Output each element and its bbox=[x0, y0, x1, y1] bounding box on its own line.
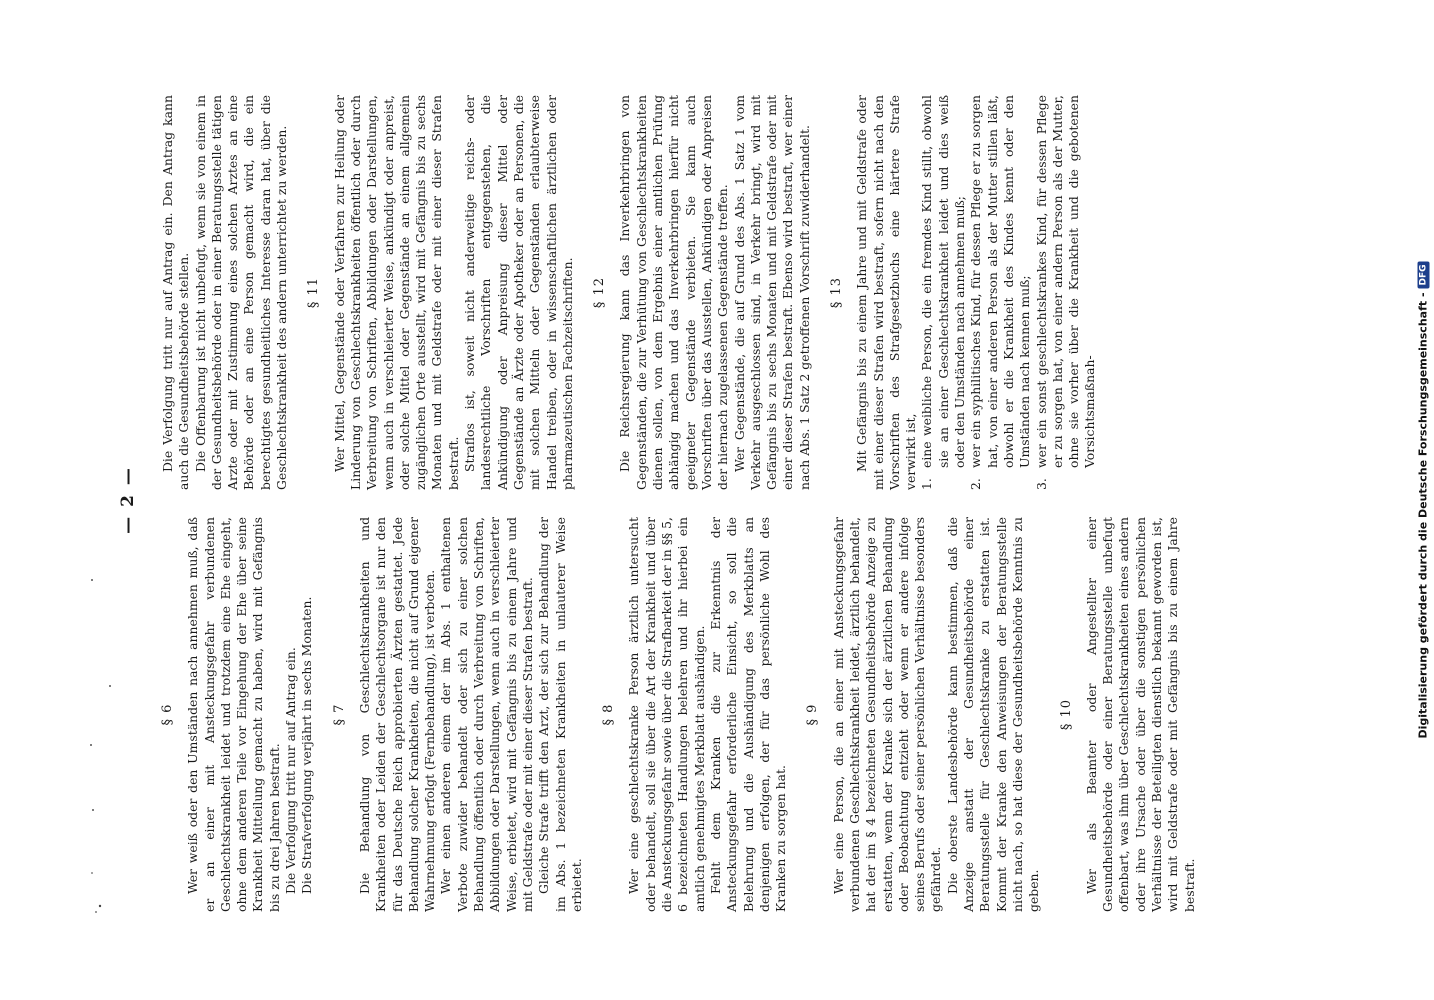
section-heading: § 8 bbox=[601, 703, 617, 726]
list-item bbox=[919, 95, 968, 490]
section-heading: § 6 bbox=[160, 703, 175, 726]
list-item-number: 3. bbox=[1033, 478, 1049, 490]
credit-line bbox=[1417, 261, 1430, 738]
digitization-credit bbox=[1412, 0, 1434, 1000]
paragraph: Wer weiß oder den Umständen nach annehmen muß, daß er an einer mit Ansteckungsgefahr verbundenen Geschlechtskrankheit leidet und trotzdem eine Ehe eingeht, ohne dem anderen Teile vor Eingehung der Ehe über seine Krankheit Mitteilung gemacht zu haben, wird mit Gefängnis bis zu drei Jahren bestraft. bbox=[185, 517, 282, 912]
rotated-page bbox=[90, 70, 1330, 930]
right-column bbox=[160, 95, 1099, 490]
credit-text: Digitalisierung gefördert durch die Deutsche Forschungsgemeinschaft - bbox=[1416, 292, 1430, 739]
paragraph: Die oberste Landesbehörde kann bestimmen, daß die Anzeige anstatt der Gesundheitsbehörde einer Beratungsstelle für Geschlechtskranke zu erstatten ist. Kommt der Kranke den Anweisungen der Beratungsstelle nicht nach, so hat diese der Gesundheitsbehörde Kenntnis zu geben. bbox=[944, 517, 1042, 912]
paragraph: Die Offenbarung ist nicht unbefugt, wenn sie von einem in der Gesundheitsbehörde oder in einer Beratungsstelle tätigen Arzte oder mit Zustimmung eines solchen Arztes an eine Behörde oder an eine Person gemacht wird, die ein berechtigtes gesundheitliches Interesse daran hat, über die Geschlechtskrankheit des andern unterrichtet zu werden. bbox=[192, 95, 290, 490]
dfg-logo: DFG bbox=[1417, 261, 1429, 288]
paragraph: Wer Gegenstände, die auf Grund des Abs. 1 Satz 1 vom Verkehr ausgeschlossen sind, in Verkehr bringt, wird mit Gefängnis bis zu sechs Monaten und mit Geldstrafe oder mit einer dieser Strafen bestraft. Ebenso wird bestraft, wer einer nach Abs. 1 Satz 2 getroffenen Vorschrift zuwiderhandelt. bbox=[731, 95, 812, 490]
section-heading: § 9 bbox=[805, 703, 821, 726]
paragraph: Die Verfolgung tritt nur auf Antrag ein. bbox=[283, 647, 299, 894]
paragraph: Wer eine Person, die an einer mit Ansteckungsgefahr verbundenen Geschlechtskrankheit leidet, ärztlich behandelt, hat der im § 4 bezeichneten Gesundheitsbehörde Anzeige zu erstatten, wenn der Kranke sich der ärztlichen Behandlung oder Beobachtung entzieht oder wenn er andere infolge seines Berufs oder seiner persönlichen Verhältnisse besonders gefährdet. bbox=[830, 517, 944, 912]
section-heading: § 7 bbox=[331, 703, 347, 726]
section-heading: § 11 bbox=[306, 276, 322, 309]
paragraph: Wer Mittel, Gegenstände oder Verfahren zur Heilung oder Linderung von Geschlechtskrankheiten öffentlich oder durch Verbreitung von Schriften, Abbildungen oder Darstellungen, wenn auch in verschleierter Weise, ankündigt oder anpreist, oder solche Mittel oder Gegenstände an einem allgemein zugänglichen Orte ausstellt, wird mit Gefängnis bis zu sechs Monaten und mit Geldstrafe oder mit einer dieser Strafen bestraft. bbox=[331, 95, 461, 490]
list-item-text: wer ein syphilitisches Kind, für dessen Pflege er zu sorgen hat, von einer anderen Person als der Mutter stillen läßt, obwohl er die Krankheit des Kindes kennt oder den Umständen nach kennen muß; bbox=[968, 95, 1033, 468]
paragraph: Die Behandlung von Geschlechtskrankheiten und Krankheiten oder Leiden der Geschlechtsorgane ist nur den für das Deutsche Reich approbierten Ärzten gestattet. Jede Behandlung solcher Krankheiten, die nicht auf Grund eigener Wahrnehmung erfolgt (Fernbehandlung), ist verboten. bbox=[356, 517, 438, 912]
paragraph: Die Strafverfolgung verjährt in sechs Monaten. bbox=[299, 596, 315, 894]
paragraph: Wer als Beamter oder Angestellter einer Gesundheitsbehörde oder einer Beratungsstelle unbefugt offenbart, was ihm über Geschlechtskrankheiten eines andern oder ihre Ursache oder über die sonstigen persönlichen Verhältnisse der Beteiligten dienstlich bekannt geworden ist, wird mit Geldstrafe oder mit Gefängnis bis zu einem Jahre bestraft. bbox=[1083, 517, 1197, 912]
list-item bbox=[1034, 95, 1099, 490]
section-heading: § 10 bbox=[1058, 698, 1074, 731]
paragraph: Straflos ist, soweit nicht anderweitige reichs- oder landesrechtliche Vorschriften entgegenstehen, die Ankündigung oder Anpreisung dieser Mittel oder Gegenstände an Ärzte oder Apotheker oder an Personen, die mit solchen Mitteln oder Gegenständen erlaubterweise Handel treiben, oder in wissenschaftlichen ärztlichen oder pharmazeutischen Fachzeitschriften. bbox=[462, 95, 575, 490]
left-column bbox=[160, 517, 1198, 912]
paragraph: Mit Gefängnis bis zu einem Jahre und mit Geldstrafe oder mit einer dieser Strafen wird bestraft, sofern nicht nach den Vorschriften des Strafgesetzbuchs eine härtere Strafe verwirkt ist, bbox=[854, 95, 919, 490]
list-item-text: wer ein sonst geschlechtskrankes Kind, für dessen Pflege er zu sorgen hat, von einer andern Person als der Mutter, ohne sie vorher über die Krankheit und die gebotenen Vorsichtsmaßnah- bbox=[1033, 95, 1098, 468]
paragraph: Gleiche Strafe trifft den Arzt, der sich zur Behandlung der im Abs. 1 bezeichneten Krankheiten in unlauterer Weise erbietet. bbox=[536, 517, 584, 912]
list-item-number: 2. bbox=[968, 478, 984, 490]
paragraph: Fehlt dem Kranken die zur Erkenntnis der Ansteckungsgefahr erforderliche Einsicht, so soll die Belehrung und die Aushändigung des Merkblatts an denjenigen erfolgen, der für das persönliche Wohl des Kranken zu sorgen hat. bbox=[707, 517, 789, 912]
paragraph: Die Reichsregierung kann das Inverkehrbringen von Gegenständen, die zur Verhütung von Geschlechtskrankheiten dienen sollen, von dem Ergebnis einer amtlichen Prüfung abhängig machen und das Inverkehrbringen hierfür nicht geeigneter Gegenstände verbieten. Sie kann auch Vorschriften über das Ausstellen, Ankündigen oder Anpreisen der hiernach zugelassenen Gegenstände treffen. bbox=[617, 95, 731, 490]
list-item-number: 1. bbox=[919, 478, 935, 490]
page-number: — 2 — bbox=[118, 466, 138, 534]
paragraph: Wer einen anderen einem der im Abs. 1 enthaltenen Verbote zuwider behandelt oder sich zu einer solchen Behandlung öffentlich oder durch Verbreitung von Schriften, Abbildungen oder Darstellungen, wenn auch in verschleierter Weise, erbietet, wird mit Gefängnis bis zu einem Jahre und mit Geldstrafe oder mit einer dieser Strafen bestraft. bbox=[438, 517, 535, 912]
list-item bbox=[968, 95, 1033, 490]
list-item-text: eine weibliche Person, die ein fremdes Kind stillt, obwohl sie an einer Geschlechtskrankheit leidet und dies weiß oder den Umständen nach annehmen muß; bbox=[919, 95, 968, 468]
paragraph: Wer eine geschlechtskranke Person ärztlich untersucht oder behandelt, soll sie über die Art der Krankheit und über die Ansteckungsgefahr sowie über die Strafbarkeit der in §§ 5, 6 bezeichneten Handlungen belehren und ihr hierbei ein amtlich genehmigtes Merkblatt aushändigen. bbox=[626, 517, 707, 912]
section-heading: § 12 bbox=[592, 276, 608, 309]
paragraph: Die Verfolgung tritt nur auf Antrag ein. Den Antrag kann auch die Gesundheitsbehörde stellen. bbox=[160, 95, 192, 490]
section-heading: § 13 bbox=[828, 276, 844, 309]
